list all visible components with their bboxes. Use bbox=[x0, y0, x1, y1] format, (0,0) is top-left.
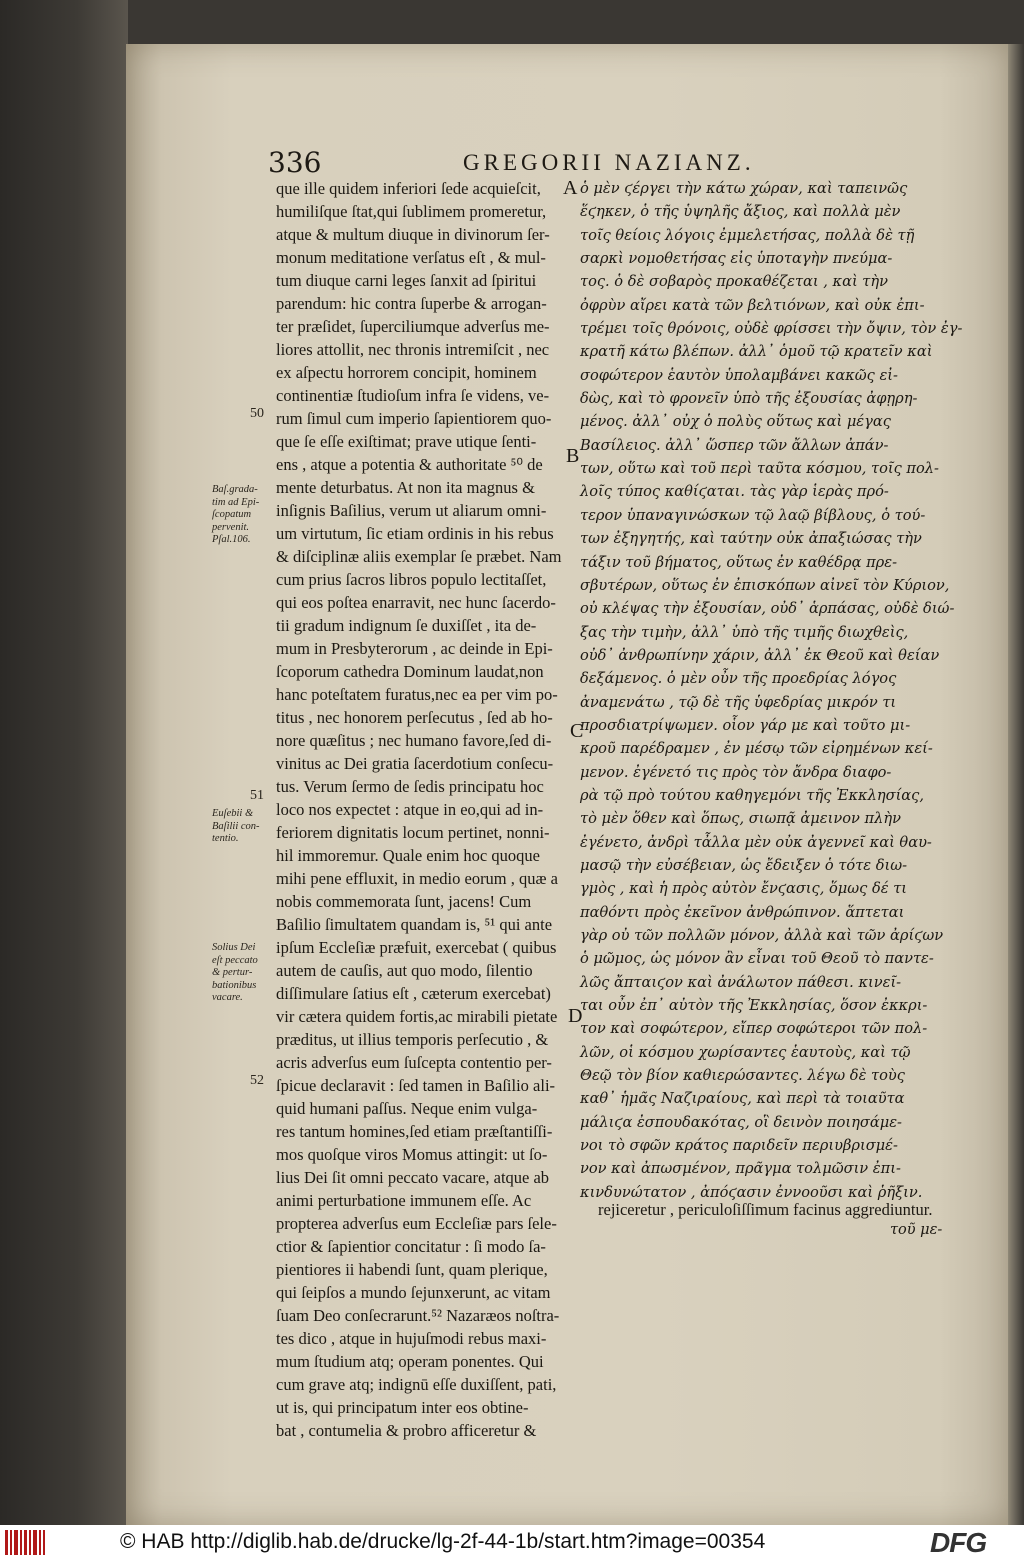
latin-text-line: mente deturbatus. At non ita magnus & bbox=[276, 478, 535, 497]
latin-text-line: præditus, ut illius temporis perſecutio , & bbox=[276, 1030, 549, 1049]
margin-note-line: eſt peccato bbox=[212, 954, 258, 966]
latin-text-line: vir cætera quidem fortis,ac mirabili pietate bbox=[276, 1007, 558, 1026]
latin-text-line: vinitus ac Dei gratia ſacerdotium conſecu- bbox=[276, 754, 554, 773]
latin-text-line: que ſe eſſe exiſtimat; prave utique ſenti- bbox=[276, 432, 537, 451]
latin-text-line: autem de cauſis, aut quo modo, ſilentio bbox=[276, 961, 533, 980]
latin-text-line: quid humani paſſus. Neque enim vulga- bbox=[276, 1099, 538, 1118]
latin-text-line: tes dico , atque in hujuſmodi rebus maxi- bbox=[276, 1329, 547, 1348]
margin-note-line: tim ad Epi- bbox=[212, 496, 260, 508]
margin-note-line: bationibus bbox=[212, 979, 257, 991]
latin-text-line: ctior & ſapientior concitatur : ſi modo ſa- bbox=[276, 1237, 546, 1256]
latin-text-line: um virtutum, ſic etiam ordinis in his rebus bbox=[276, 524, 554, 543]
greek-column bbox=[580, 177, 963, 1204]
margin-note-solius-dei bbox=[212, 942, 274, 1005]
margin-note-line: ſcopatum bbox=[212, 509, 252, 520]
dfg-logo: DFG bbox=[930, 1527, 987, 1558]
latin-text-line: pientiores ii habendi ſunt, quam plerique, bbox=[276, 1260, 548, 1279]
greek-text-line: λῶν, οἱ κόσμου χωρίσαντες ἑαυτοὺς, καὶ τῷ bbox=[580, 1043, 911, 1061]
catchword: τοῦ με- bbox=[890, 1222, 943, 1238]
margin-note-line: pervenit. bbox=[212, 521, 250, 533]
latin-text-line: & diſciplinæ aliis exemplar ſe præbet. Nam bbox=[276, 547, 562, 566]
greek-text-line: ὁ μὲν ϛέργει τὴν κάτω χώραν, καὶ ταπεινῶς bbox=[580, 180, 908, 197]
latin-text-line: continentiæ ſtudioſum infra ſe videns, ve- bbox=[276, 386, 550, 405]
greek-text-line: παθόντι πρὸς ἐκεῖνον ἀνθρώπινον. ἅπτεται bbox=[580, 903, 905, 921]
margin-note-line: Solius Dei bbox=[212, 942, 256, 953]
greek-text-line: τρέμει τοῖς θρόνοις, οὐδὲ φρίσσει τὴν ὄψιν, τὸν ἐγ- bbox=[580, 320, 963, 338]
latin-text-line: inſignis Baſilius, verum ut aliarum omni- bbox=[276, 501, 547, 520]
greek-text-line: γμὸς , καὶ ἡ πρὸς αὐτὸν ἔνϛασις, ὅμως δέ τι bbox=[580, 880, 908, 898]
margin-note-line: vacare. bbox=[212, 992, 243, 1003]
latin-text-line: atque & multum diuque in divinorum ſer- bbox=[276, 225, 550, 244]
greek-text-line: Βασίλειος. ἀλλ᾿ ὥσπερ τῶν ἄλλων ἀπάν- bbox=[580, 436, 889, 454]
margin-number-51: 51 bbox=[250, 788, 264, 803]
greek-text-line: ὀφρὺν αἴρει κατὰ τῶν βελτιόνων, καὶ οὐκ ἐπι- bbox=[580, 296, 925, 314]
greek-text-line: κινδυνώτατον , ἀπόϛασιν ἐννοοῦσι καὶ ῥῆξιν. bbox=[580, 1183, 923, 1201]
latin-text-line: ſcoporum cathedra Dominum laudat,non bbox=[276, 662, 544, 681]
latin-column bbox=[276, 177, 576, 1442]
greek-text-line: τος. ὁ δὲ σοβαρὸς προκαθέζεται , καὶ τὴν bbox=[580, 273, 888, 291]
margin-note-line: & pertur- bbox=[212, 967, 253, 978]
margin-note-basilius bbox=[212, 484, 274, 547]
latin-text-line: qui ſeipſos a mundo ſejunxerunt, ac vitam bbox=[276, 1283, 551, 1302]
latin-text-line: monum meditatione verſatus eſt , & mul- bbox=[276, 248, 546, 267]
latin-text-line: cum grave atq; indignū eſſe duxiſſent, pati, bbox=[276, 1375, 557, 1394]
greek-text-line: τερον ὑπαναγινώσκων τῷ λαῷ βίβλους, ὁ τού- bbox=[580, 506, 926, 524]
latin-text-line: mihi pene effluxit, in medio eorum , quæ a bbox=[276, 869, 558, 888]
latin-text-line: liores attollit, nec thronis intremiſcit , nec bbox=[276, 340, 550, 359]
margin-note-line: tentio. bbox=[212, 833, 239, 844]
latin-text-line: ut is, qui principatum inter eos obtine- bbox=[276, 1398, 529, 1417]
greek-text-line: ξας τὴν τιμὴν, ἀλλ᾿ ὑπὸ τῆς τιμῆς διωχθεὶς, bbox=[580, 623, 909, 641]
greek-text-line: ται οὖν ἐπ᾿ αὐτὸν τῆς Ἐκκλησίας, ὅσον ἐκκρι- bbox=[580, 997, 928, 1015]
greek-text-line: ὁ μῶμος, ὡς μόνον ἂν εἶναι τοῦ Θεοῦ τὸ παντε- bbox=[580, 950, 934, 968]
latin-text-line: rum ſimul cum imperio ſapientiorem quo- bbox=[276, 409, 552, 428]
greek-text-line: των ἐξηγητής, καὶ ταύτην οὐκ ἀπαξιώσας τὴν bbox=[580, 530, 922, 548]
greek-text-line: μασῷ τὴν εὐσέβειαν, ὡς ἔδειξεν ὁ τότε διω- bbox=[580, 856, 908, 874]
latin-text-line: lius Dei ſit omni peccato vacare, atque ab bbox=[276, 1168, 550, 1187]
latin-text-line: cum prius ſacros libros populo lectitaſſet, bbox=[276, 570, 547, 589]
latin-text-line: acris adverſus eum ſuſcepta contentio per- bbox=[276, 1053, 552, 1072]
latin-text-line: tus. Verum ſermo de ſedis principatu hoc bbox=[276, 777, 544, 796]
page-header bbox=[268, 146, 968, 180]
greek-text-line: οὐ κλέψας τὴν ἐξουσίαν, οὐδ᾿ ἁρπάσας, οὐδὲ διώ- bbox=[580, 600, 955, 618]
latin-text-line: Baſilio ſimultatem quandam is, ⁵¹ qui ante bbox=[276, 915, 553, 934]
latin-text-line: mum in Presbyterorum , ac deinde in Epi- bbox=[276, 639, 553, 658]
page-number: 336 bbox=[268, 146, 322, 179]
latin-text-line: loco nos expectet : atque in eo,qui ad in- bbox=[276, 800, 544, 819]
greek-text-line: ἀναμενάτω , τῷ δὲ τῆς ὑφεδρίας μικρόν τι bbox=[580, 693, 897, 711]
greek-text-line: δὼς, καὶ τὸ φρονεῖν ὑπὸ τῆς ἐξουσίας ἀφῃρη- bbox=[580, 390, 918, 408]
latin-text-line: ſuam Deo conſecrarunt.⁵² Nazaræos noſtra- bbox=[276, 1306, 560, 1325]
latin-text-line: tii gradum indignum ſe duxiſſet , ita de- bbox=[276, 616, 537, 635]
greek-text-line: ἐγένετο, ἀνδρὶ τἆλλα μὲν οὐκ ἀγεννεῖ καὶ θαυ- bbox=[580, 833, 932, 851]
greek-text-line: μενον. ἐγένετό τις πρὸς τὸν ἄνδρα διαφο- bbox=[580, 763, 892, 781]
greek-text-line: Θεῷ τὸν βίον καθιερώσαντες. λέγω δὲ τοὺς bbox=[580, 1067, 905, 1085]
greek-text-line: νοι τὸ σφῶν κράτος παριδεῖν περιυβρισμέ- bbox=[580, 1137, 898, 1155]
latin-text-line: titus , nec honorem perſecutus , ſed ab ho- bbox=[276, 708, 553, 727]
greek-text-line: τοῖς θείοις λόγοις ἐμμελετήσας, πολλὰ δὲ τῇ bbox=[580, 226, 915, 244]
latin-text-line: animi perturbatione immunem eſſe. Ac bbox=[276, 1191, 532, 1210]
latin-continuation: rejiceretur , periculoſiſſimum facinus aggrediuntur. bbox=[598, 1200, 933, 1219]
greek-text-line: λῶς ἄπταιϛον καὶ ἀνάλωτον πάθεσι. κινεῖ- bbox=[580, 973, 902, 991]
section-letter-c: C bbox=[570, 720, 584, 742]
latin-text-line: nore quæſitus ; nec humano favore,ſed di- bbox=[276, 731, 552, 750]
running-title: GREGORII NAZIANZ. bbox=[463, 150, 755, 175]
margin-note-line: Euſebii & bbox=[212, 808, 254, 819]
greek-text-line: κροῦ παρέδραμεν , ἐν μέσῳ τῶν εἰρημένων κεί- bbox=[580, 740, 933, 758]
latin-text-line: ſpicue declaravit : ſed tamen in Baſilio ali- bbox=[276, 1076, 556, 1095]
greek-text-line: τὸ μὲν ὅθεν καὶ ὅπως, σιωπᾷ ἀμεινον πλὴν bbox=[580, 810, 901, 828]
greek-text-line: των, οὕτω καὶ τοῦ περὶ ταῦτα κόσμου, τοῖς πολ- bbox=[580, 460, 939, 478]
latin-text-line: hil immoremur. Quale enim hoc quoque bbox=[276, 846, 540, 865]
margin-note-eusebii bbox=[212, 808, 274, 846]
greek-text-line: καθ᾿ ἡμᾶς Ναζιραίους, καὶ περὶ τὰ τοιαῦτα bbox=[580, 1090, 905, 1108]
latin-text-line: mum ſtudium atq; operam ponentes. Qui bbox=[276, 1352, 544, 1371]
latin-text-line: mos quoſque viros Momus attingit: ut ſo- bbox=[276, 1145, 548, 1164]
greek-text-line: προσδιατρίψωμεν. οἷον γάρ με καὶ τοῦτο μι- bbox=[580, 716, 911, 734]
margin-note-line: Pſal.106. bbox=[212, 534, 251, 545]
section-letter-d: D bbox=[568, 1005, 583, 1027]
latin-text-line: tum diuque carni leges ſanxit ad ſpiritui bbox=[276, 271, 537, 290]
barcode-icon bbox=[5, 1530, 45, 1555]
footer-bar bbox=[0, 1525, 1024, 1560]
latin-text-line: diſſimulare ſatius eſt , cæterum exercebat) bbox=[276, 984, 551, 1003]
greek-text-line: ἕϛηκεν, ὁ τῆς ὑψηλῆς ἄξιος, καὶ πολλὰ μὲν bbox=[580, 203, 901, 221]
latin-text-line: feriorem dignitatis locum pertinet, nonni- bbox=[276, 823, 550, 842]
margin-number-52: 52 bbox=[250, 1073, 264, 1088]
page-edge bbox=[1008, 44, 1024, 1525]
margin-note-line: Baſilii con- bbox=[212, 820, 260, 832]
greek-text-line: νον καὶ ἀπωσμένον, πρᾶγμα τολμῶσιν ἐπι- bbox=[580, 1160, 901, 1178]
greek-text-line: λοῖς τύπος καθίϛαται. τὰς γὰρ ἱερὰς πρό- bbox=[580, 483, 889, 501]
latin-text-line: qui eos poſtea enarravit, nec hunc ſacerdo- bbox=[276, 593, 556, 612]
greek-text-line: σοφώτερον ἑαυτὸν ὑπολαμβάνει κακῶς εἰ- bbox=[580, 366, 898, 384]
greek-text-line: μένος. ἀλλ᾿ οὐχ ὁ πολὺς οὕτως καὶ μέγας bbox=[580, 413, 891, 431]
latin-text-line: propterea adverſus eum Eccleſiæ pars ſele- bbox=[276, 1214, 557, 1233]
latin-text-line: nobis commemorata ſunt, jacens! Cum bbox=[276, 892, 532, 911]
greek-text-line: τον καὶ σοφώτερον, εἴπερ σοφώτεροι τῶν πολ- bbox=[580, 1020, 928, 1038]
latin-text-line: ex aſpectu horrorem concipit, hominem bbox=[276, 363, 537, 382]
greek-text-line: σαρκὶ νομοθετήσας εἰς ὑποταγὴν πνεύμα- bbox=[580, 250, 893, 268]
latin-text-line: parendum: hic contra ſuperbe & arrogan- bbox=[276, 294, 547, 313]
latin-text-line: ter præſidet, ſuperciliumque adverſus me- bbox=[276, 317, 550, 336]
greek-text-line: τάξιν τοῦ βήματος, οὕτως ἐν καθέδρᾳ πρε- bbox=[580, 553, 898, 571]
latin-text-line: bat , contumelia & probro afficeretur & bbox=[276, 1421, 537, 1440]
greek-text-line: γὰρ οὐ τῶν πολλῶν μόνον, ἀλλὰ καὶ τῶν ἀρίϛων bbox=[580, 927, 944, 944]
greek-text-line: οὐδ᾿ ἀνθρωπίνην χάριν, ἀλλ᾿ ἐκ Θεοῦ καὶ θείαν bbox=[580, 646, 940, 664]
latin-text-line: res tantum homines,ſed etiam præſtantiſſi- bbox=[276, 1122, 553, 1141]
greek-text-line: ρὰ τῷ πρὸ τούτου καθηγεμόνι τῆς Ἐκκλησίας, bbox=[580, 786, 924, 804]
book-spine-shadow bbox=[0, 0, 128, 1525]
latin-text-line: que ille quidem inferiori ſede acquieſcit, bbox=[276, 179, 541, 198]
latin-text-line: ens , atque a potentia & authoritate ⁵⁰ de bbox=[276, 455, 543, 474]
greek-text-line: σβυτέρων, οὕτως ἐν ἐπισκόπων αἰνεῖ τὸν Κύριον, bbox=[580, 576, 950, 594]
greek-text-line: δεξάμενος. ὁ μὲν οὖν τῆς προεδρίας λόγος bbox=[580, 670, 897, 688]
section-letter-b: B bbox=[566, 445, 580, 467]
greek-text-line: κρατῆ κάτω βλέπων. ἀλλ᾿ ὁμοῦ τῷ κρατεῖν καὶ bbox=[580, 343, 933, 361]
margin-note-line: Baſ.grada- bbox=[212, 484, 258, 495]
greek-text-line: μάλιϛα ἐσπουδακότας, οἳ δεινὸν ποιησάμε- bbox=[580, 1113, 902, 1131]
latin-text-line: hanc poteſtatem furatus,nec ea per vim po- bbox=[276, 685, 558, 704]
latin-text-line: ipſum Eccleſiæ præfuit, exercebat ( quibus bbox=[276, 938, 557, 957]
margin-number-50: 50 bbox=[250, 406, 264, 421]
section-letter-a: A bbox=[563, 177, 578, 199]
copyright-link[interactable]: © HAB http://diglib.hab.de/drucke/lg-2f-44-1b/start.htm?image=00354 bbox=[120, 1530, 766, 1553]
latin-text-line: humiliſque ſtat,qui ſublimem promeretur, bbox=[276, 202, 547, 221]
